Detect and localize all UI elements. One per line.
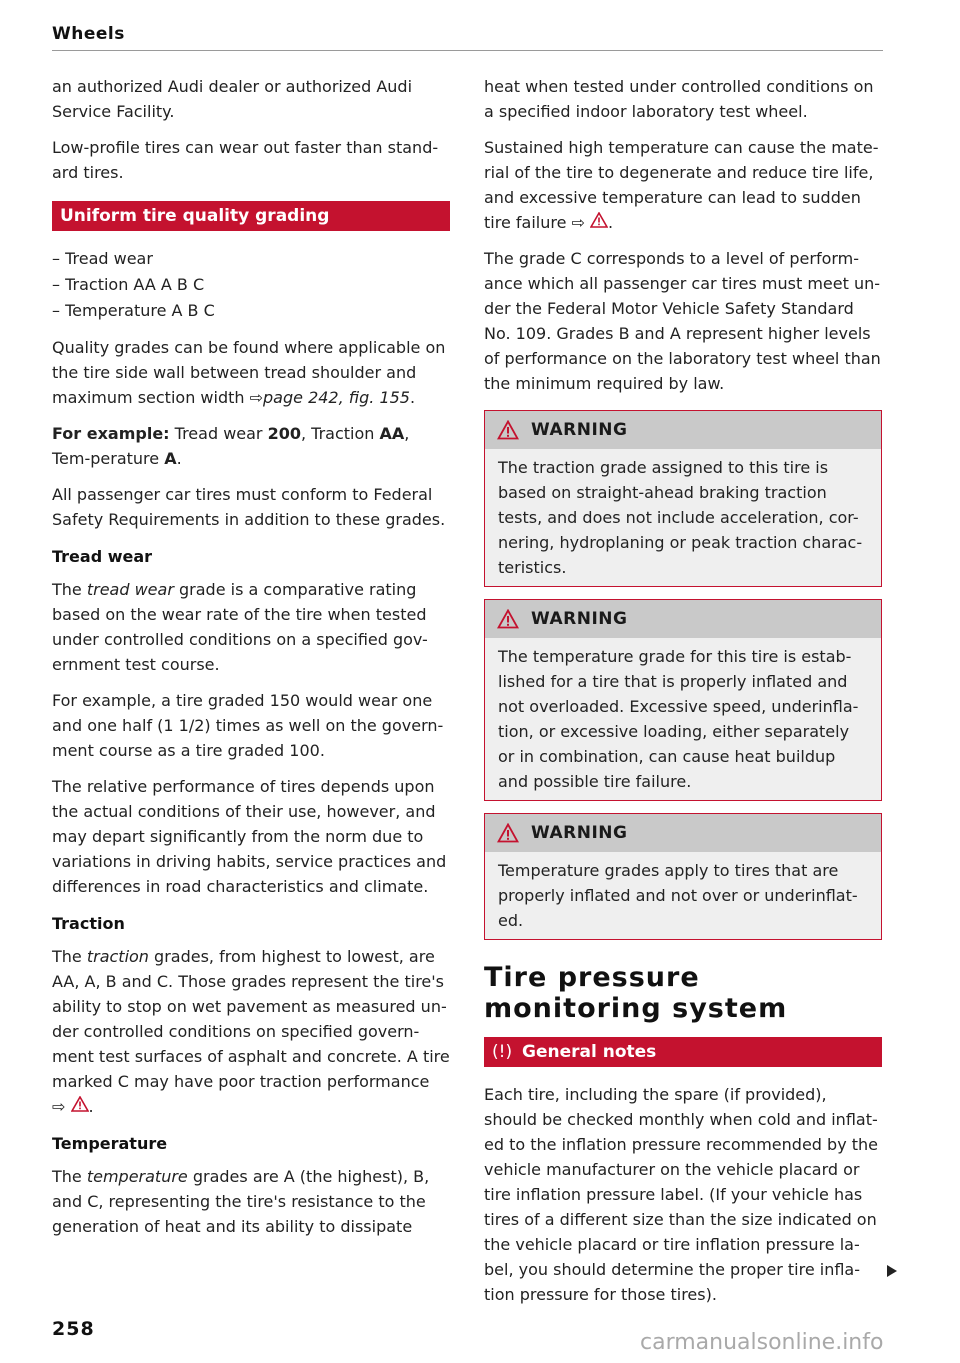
watermark: carmanualsonline.info	[640, 1330, 884, 1355]
traction-heading: Traction	[52, 914, 125, 933]
warning-box	[484, 599, 882, 801]
paragraph: Each tire, including the spare (if provided), should be checked monthly when cold and inflat-ed to the inflation pressure recommended by the vehicle manufacturer on the vehicle placard or tire inflation pressure label. (If your vehicle has tires of a different size than the size indicated on the vehicle placard or tire inflation pressure la-bel, you should determine the proper tire infla-tion pressure for those tires).	[484, 1085, 878, 1304]
continue-arrow-icon	[887, 1265, 897, 1277]
paragraph: Low-profile tires can wear out faster than stand-ard tires.	[52, 138, 439, 182]
temperature-heading: Temperature	[52, 1134, 168, 1153]
punctuation: .	[88, 1097, 94, 1116]
text: grade is a comparative rating based on the wear rate of the tire when tested under controlled conditions on a specified gov-ernment test course.	[52, 580, 428, 674]
bold-value: A	[164, 449, 177, 468]
paragraph: heat when tested under controlled conditions on a specified indoor laboratory test wheel.	[484, 77, 874, 121]
text: grades are A (the highest), B, and C, representing the tire's resistance to the generation of heat and its ability to dissipate	[52, 1167, 430, 1236]
paragraph	[52, 421, 450, 471]
text: The	[52, 1167, 87, 1186]
text: The	[52, 580, 87, 599]
text: Sustained high temperature can cause the mate-rial of the tire to degenerate and reduce tire life, and excessive temperature can lead to sudden tire failure	[484, 138, 879, 232]
caution-info-icon: (!)	[492, 1042, 513, 1062]
section-heading: General notes	[522, 1042, 657, 1062]
warning-body	[485, 449, 881, 586]
warning-title: WARNING	[531, 420, 628, 440]
section-heading-bar	[484, 1037, 882, 1067]
paragraph: The relative performance of tires depends upon the actual conditions of their use, however, and may depart significantly from the norm due to variations in driving habits, service practices and differences in road characteristics and climate.	[52, 777, 447, 896]
warning-header	[485, 600, 881, 638]
paragraph	[52, 577, 450, 677]
text: .	[176, 449, 182, 468]
list-item: – Tread wear	[52, 249, 153, 268]
page-reference-link[interactable]: page 242, fig. 155	[263, 388, 410, 407]
paragraph: For example, a tire graded 150 would wear one and one half (1 1/2) times as well on the govern-ment course as a tire graded 100.	[52, 691, 444, 760]
warning-box	[484, 410, 882, 587]
warning-triangle-icon[interactable]	[590, 213, 608, 232]
warning-body	[485, 638, 881, 800]
section-heading-bar	[52, 201, 450, 231]
page-number: 258	[52, 1318, 95, 1340]
bold-value: AA	[379, 424, 405, 443]
section-header: Wheels	[52, 24, 125, 44]
paragraph	[52, 1164, 450, 1239]
example-label: For example:	[52, 424, 170, 443]
text: , Tem-perature	[52, 424, 410, 468]
warning-text: Temperature grades apply to tires that are properly inflated and not over or underinflat-ed.	[498, 861, 858, 930]
paragraph	[52, 335, 450, 410]
warning-header	[485, 411, 881, 449]
punctuation: .	[608, 213, 614, 232]
warning-body	[485, 852, 881, 939]
text: Tread wear	[169, 424, 268, 443]
section-heading: Uniform tire quality grading	[60, 206, 330, 226]
paragraph: an authorized Audi dealer or authorized Audi Service Facility.	[52, 77, 413, 121]
text: , Traction	[301, 424, 380, 443]
warning-title: WARNING	[531, 609, 628, 629]
paragraph: All passenger car tires must conform to Federal Safety Requirements in addition to these grades.	[52, 485, 446, 529]
header-rule	[52, 50, 883, 51]
warning-triangle-icon	[497, 609, 519, 629]
right-column	[484, 74, 882, 1318]
warning-triangle-icon[interactable]	[71, 1097, 89, 1116]
warning-title: WARNING	[531, 823, 628, 843]
warning-text: The temperature grade for this tire is estab-lished for a tire that is properly inflated and not overloaded. Excessive speed, underinfla-tion, or excessive loading, either separately or in combination, can cause heat buildup and possible tire failure.	[498, 647, 859, 791]
italic-term: traction	[86, 947, 149, 966]
list-item: – Traction AA A B C	[52, 275, 205, 294]
italic-term: temperature	[86, 1167, 188, 1186]
warning-header	[485, 814, 881, 852]
tread-wear-heading: Tread wear	[52, 547, 153, 566]
warning-text: The traction grade assigned to this tire is based on straight-ahead braking traction tests, and does not include acceleration, cor-nering, hydroplaning or peak traction charac-teristics.	[498, 458, 863, 577]
warning-box	[484, 813, 882, 940]
italic-term: tread wear	[86, 580, 174, 599]
list-item: – Temperature A B C	[52, 301, 215, 320]
paragraph: The grade C corresponds to a level of perform-ance which all passenger car tires must meet un-der the Federal Motor Vehicle Safety Standard No. 109. Grades B and A represent higher levels of performance on the laboratory test wheel than the minimum required by law.	[484, 249, 881, 393]
paragraph	[484, 135, 882, 235]
chapter-title: Tire pressure monitoring system	[484, 962, 788, 1024]
text: The	[52, 947, 87, 966]
warning-triangle-icon	[497, 420, 519, 440]
reference-arrow-icon: ⇨	[52, 1097, 66, 1116]
punctuation: .	[409, 388, 416, 407]
bold-value: 200	[267, 424, 301, 443]
grade-list	[52, 246, 450, 324]
text: grades, from highest to lowest, are AA, A, B and C. Those grades represent the tire's ability to stop on wet pavement as measured un-der controlled conditions on specified govern-ment test surfaces of asphalt and concrete. A tire marked C may have poor traction performance	[52, 947, 450, 1091]
paragraph-text: Quality grades can be found where applicable on the tire side wall between tread shoulder and maximum section width	[52, 338, 446, 407]
paragraph	[52, 944, 450, 1119]
reference-arrow-icon: ⇨	[249, 388, 264, 407]
left-column	[52, 74, 450, 1250]
warning-triangle-icon	[497, 823, 519, 843]
reference-arrow-icon: ⇨	[571, 213, 585, 232]
